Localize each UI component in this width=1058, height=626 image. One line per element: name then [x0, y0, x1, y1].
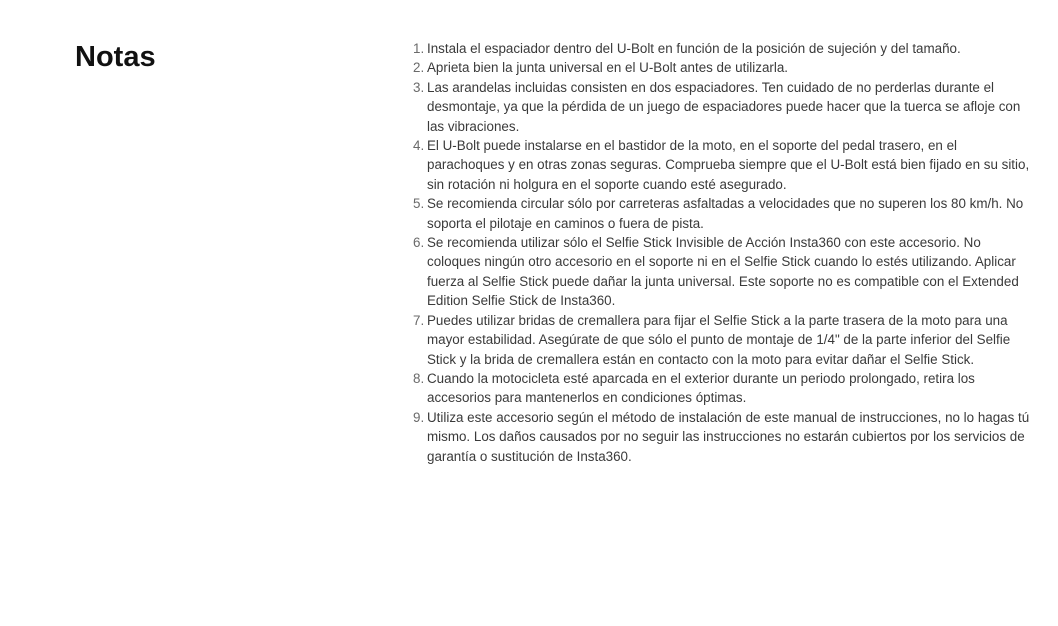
note-number: 5. [413, 196, 425, 212]
note-text: Instala el espaciador dentro del U-Bolt en función de la posición de sujeción y del tamaño. [427, 41, 961, 56]
note-item-7 [413, 311, 1035, 369]
note-item-3 [413, 78, 1035, 136]
note-text: Utiliza este accesorio según el método de instalación de este manual de instrucciones, no lo hagas tú mismo. Los daños causados por no seguir las instrucciones no estarán cubiertos por los servicios de garantía o sustitución de Insta360. [427, 409, 1030, 464]
note-number: 6. [413, 235, 425, 251]
page-title: Notas [75, 41, 156, 73]
note-text: Se recomienda circular sólo por carreteras asfaltadas a velocidades que no superen los 80 km/h. No soporta el pilotaje en caminos o fuera de pista. [427, 196, 1024, 231]
note-number: 2. [413, 60, 425, 76]
note-number: 8. [413, 370, 425, 386]
note-number: 4. [413, 138, 425, 154]
note-number: 7. [413, 312, 425, 328]
note-item-1 [413, 39, 1035, 58]
note-text: Puedes utilizar bridas de cremallera para fijar el Selfie Stick a la parte trasera de la moto para una mayor estabilidad. Asegúrate de que sólo el punto de montaje de 1/4" de la parte inferior del Selfie Stick y la brida de cremallera están en contacto con la moto para evitar dañar el Selfie Stick. [427, 312, 1011, 367]
note-number: 1. [413, 41, 425, 56]
note-text: El U-Bolt puede instalarse en el bastidor de la moto, en el soporte del pedal trasero, en el parachoques y en otras zonas seguras. Comprueba siempre que el U-Bolt está bien fijado en su sitio, sin rotación ni holgura en el soporte cuando esté asegurado. [427, 138, 1030, 192]
note-text: Cuando la motocicleta esté aparcada en el exterior durante un periodo prolongado, retira los accesorios para mantenerlos en condiciones óptimas. [427, 370, 975, 406]
note-item-5 [413, 194, 1035, 233]
note-item-4 [413, 136, 1035, 194]
note-number: 3. [413, 79, 425, 95]
note-item-9 [413, 408, 1035, 466]
note-text: Las arandelas incluidas consisten en dos espaciadores. Ten cuidado de no perderlas durante el desmontaje, ya que la pérdida de un juego de espaciadores puede hacer que la tuerca se afloje con las vibraciones. [427, 79, 1021, 134]
note-text: Se recomienda utilizar sólo el Selfie Stick Invisible de Acción Insta360 con este accesorio. No coloques ningún otro accesorio en el soporte ni en el Selfie Stick cuando lo estés utilizando. Aplicar fuerza al Selfie Stick puede dañar la junta universal. Este soporte no es compatible con el Extended Edition Selfie Stick de Insta360. [427, 235, 1019, 309]
note-item-2 [413, 58, 1035, 77]
notes-list [413, 39, 1035, 466]
note-number: 9. [413, 409, 425, 425]
note-item-8 [413, 369, 1035, 408]
note-item-6 [413, 233, 1035, 311]
note-text: Aprieta bien la junta universal en el U-Bolt antes de utilizarla. [427, 60, 789, 76]
